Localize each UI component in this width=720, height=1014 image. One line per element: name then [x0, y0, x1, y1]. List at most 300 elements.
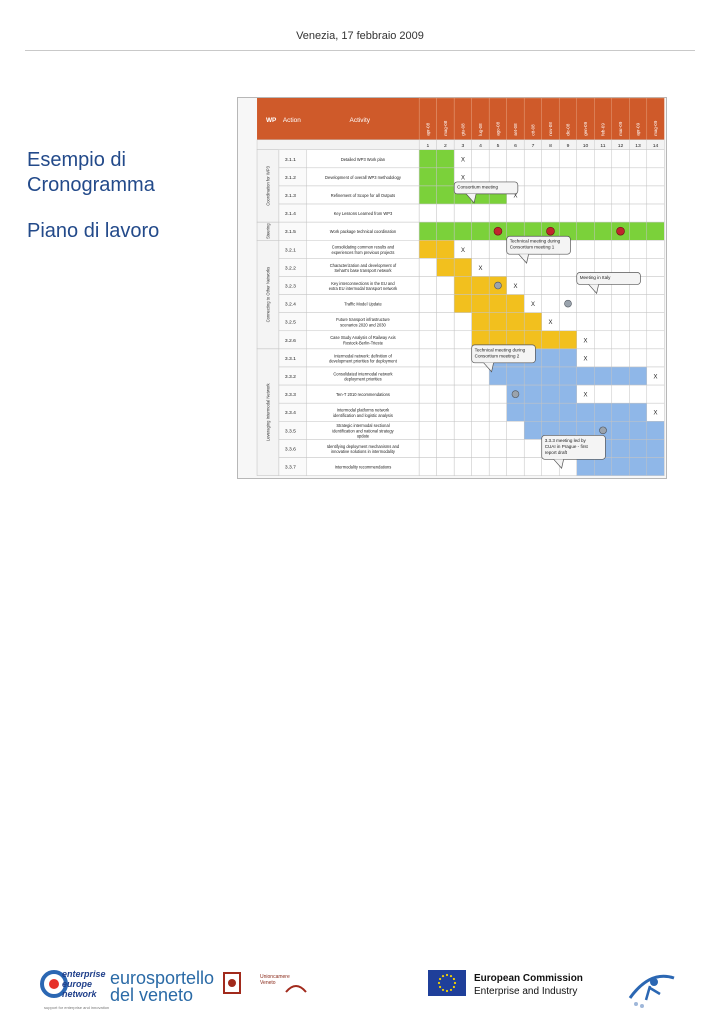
gantt-bar-cell	[419, 150, 437, 168]
activity-text: Consolidated intermodal network	[333, 371, 393, 377]
gantt-empty-cell	[612, 150, 630, 168]
gantt-empty-cell	[524, 186, 542, 204]
gantt-empty-cell	[647, 276, 665, 294]
gantt-empty-cell	[629, 313, 647, 331]
gantt-empty-cell	[524, 168, 542, 186]
gantt-empty-cell	[419, 276, 437, 294]
activity-text: Intermodal network: definition of	[334, 353, 392, 359]
ee-line3: network	[62, 989, 97, 999]
gantt-empty-cell	[629, 204, 647, 222]
milestone-icon	[547, 227, 555, 235]
gantt-empty-cell	[612, 313, 630, 331]
gantt-bar-cell	[577, 367, 595, 385]
action-code: 3.1.4	[284, 212, 296, 218]
milestone-icon	[494, 227, 502, 235]
gantt-empty-cell	[507, 258, 525, 276]
gantt-bar-cell	[454, 295, 472, 313]
gantt-bar-cell	[647, 421, 665, 439]
action-code: 3.1.3	[284, 193, 296, 199]
gantt-empty-cell	[489, 240, 507, 258]
gantt-empty-cell	[524, 204, 542, 222]
gantt-bar-cell	[454, 258, 472, 276]
month-number: 6	[514, 144, 517, 150]
deliverable-x-mark: X	[460, 175, 465, 182]
gantt-bar-cell	[489, 313, 507, 331]
gantt-empty-cell	[612, 331, 630, 349]
gantt-empty-cell	[489, 204, 507, 222]
gantt-empty-cell	[577, 186, 595, 204]
ev-line1: eurosportello	[110, 968, 215, 988]
gantt-bar-cell	[629, 367, 647, 385]
callout-text: Consortium meeting 1	[509, 244, 555, 250]
gantt-empty-cell	[524, 458, 542, 476]
deliverable-x-mark: X	[530, 302, 535, 309]
action-code: 3.3.7	[284, 465, 296, 471]
ev-line2: del veneto	[110, 985, 194, 1005]
month-number: 2	[444, 144, 447, 150]
activity-text: Traffic Model Update	[344, 301, 382, 307]
action-code: 3.2.3	[284, 284, 296, 290]
gantt-empty-cell	[472, 439, 490, 457]
gantt-empty-cell	[507, 439, 525, 457]
european-commission-label	[474, 972, 583, 998]
month-number: 5	[496, 144, 500, 150]
month-number: 1	[426, 144, 430, 150]
month-label: set-08	[513, 123, 519, 136]
action-code: 3.3.2	[284, 375, 296, 381]
gantt-bar-cell	[629, 421, 647, 439]
gantt-bar-cell	[647, 458, 665, 476]
gantt-bar-cell	[472, 313, 490, 331]
action-code: 3.1.2	[284, 175, 296, 181]
gantt-bar-cell	[542, 403, 560, 421]
deliverable-x-mark: X	[653, 374, 658, 381]
gantt-bar-cell	[629, 222, 647, 240]
gantt-empty-cell	[594, 313, 612, 331]
gantt-empty-cell	[454, 403, 472, 421]
gantt-empty-cell	[647, 204, 665, 222]
eu-star-icon	[450, 975, 452, 977]
month-number: 4	[479, 144, 482, 150]
gantt-empty-cell	[629, 186, 647, 204]
gantt-empty-cell	[542, 168, 560, 186]
gantt-empty-cell	[437, 403, 455, 421]
gantt-empty-cell	[419, 313, 437, 331]
month-label: ago-08	[495, 121, 501, 136]
gantt-empty-cell	[542, 204, 560, 222]
month-number: 10	[582, 144, 589, 150]
gantt-empty-cell	[437, 385, 455, 403]
gantt-empty-cell	[437, 439, 455, 457]
activity-text: Key Lessons Learned from WP3	[333, 211, 393, 217]
activity-text: Intermodal platforms network	[336, 407, 390, 413]
cip-runner-logo	[620, 968, 680, 1012]
gantt-empty-cell	[647, 331, 665, 349]
gantt-empty-cell	[612, 385, 630, 403]
group-label: Connecting to Other Networks	[265, 266, 271, 323]
gantt-empty-cell	[629, 385, 647, 403]
gantt-bar-cell	[472, 295, 490, 313]
action-code: 3.2.1	[284, 248, 296, 254]
ee-wordmark	[62, 969, 106, 999]
gantt-empty-cell	[472, 403, 490, 421]
gantt-bar-cell	[577, 222, 595, 240]
gantt-empty-cell	[437, 313, 455, 331]
callout-text: Consortium meeting 2	[474, 353, 520, 359]
gantt-empty-cell	[454, 349, 472, 367]
gantt-bar-cell	[524, 421, 542, 439]
slide-subtitle: Piano di lavoro	[27, 220, 160, 242]
ee-line2: europe	[62, 979, 93, 989]
callout-text: Meeting in Italy	[579, 274, 611, 280]
eu-star-icon	[442, 975, 444, 977]
unioncamere-text: Unioncamere	[260, 974, 290, 980]
activity-text: Development of overall WP3 methodology	[325, 174, 401, 180]
deliverable-x-mark: X	[583, 392, 588, 399]
gantt-bar-cell	[437, 186, 455, 204]
month-label: feb-09	[600, 123, 606, 136]
gantt-empty-cell	[454, 313, 472, 331]
gantt-bar-cell	[559, 385, 577, 403]
gantt-empty-cell	[454, 367, 472, 385]
gantt-empty-cell	[577, 204, 595, 222]
gantt-bar-cell	[454, 276, 472, 294]
month-label: ott-08	[530, 124, 536, 136]
eu-flag-icon	[428, 970, 466, 996]
month-number: 9	[566, 144, 570, 150]
gantt-empty-cell	[489, 439, 507, 457]
gantt-empty-cell	[559, 204, 577, 222]
runner-icon	[650, 978, 658, 986]
eu-star-icon	[453, 978, 455, 980]
number-row-bg	[257, 140, 419, 150]
gantt-empty-cell	[472, 150, 490, 168]
gantt-empty-cell	[489, 403, 507, 421]
eu-star-icon	[439, 978, 441, 980]
eu-star-icon	[438, 982, 440, 984]
gantt-empty-cell	[419, 458, 437, 476]
gantt-empty-cell	[577, 295, 595, 313]
activity-text: Characterization and development of	[329, 262, 397, 268]
callout-text: Technical meeting during	[474, 347, 526, 353]
month-number: 7	[531, 144, 535, 150]
gantt-empty-cell	[577, 150, 595, 168]
gantt-empty-cell	[577, 313, 595, 331]
gantt-empty-cell	[489, 258, 507, 276]
gondola-icon	[286, 986, 306, 992]
gantt-empty-cell	[454, 458, 472, 476]
gantt-empty-cell	[559, 186, 577, 204]
gantt-bar-cell	[489, 295, 507, 313]
gantt-empty-cell	[629, 349, 647, 367]
gantt-empty-cell	[577, 240, 595, 258]
action-code: 3.3.5	[284, 429, 296, 435]
gantt-bar-cell	[419, 186, 437, 204]
gantt-bar-cell	[647, 222, 665, 240]
gantt-bar-cell	[419, 240, 437, 258]
gantt-empty-cell	[524, 276, 542, 294]
callout-text: 3.3.3 meeting led by	[544, 437, 586, 443]
gantt-empty-cell	[629, 150, 647, 168]
gantt-empty-cell	[612, 168, 630, 186]
gantt-bar-cell	[612, 458, 630, 476]
gantt-empty-cell	[472, 421, 490, 439]
slide-title: Esempio di Cronogramma	[27, 149, 155, 196]
gantt-empty-cell	[437, 331, 455, 349]
action-code: 3.1.5	[284, 230, 296, 236]
ec-line1: European Commission	[474, 973, 583, 984]
gantt-empty-cell	[577, 168, 595, 186]
gantt-bar-cell	[594, 403, 612, 421]
gantt-bar-cell	[612, 421, 630, 439]
action-code: 3.2.2	[284, 266, 296, 272]
gantt-bar-cell	[437, 258, 455, 276]
month-number: 3	[461, 144, 465, 150]
gantt-empty-cell	[524, 439, 542, 457]
unioncamere-label	[260, 974, 290, 986]
gantt-bar-cell	[437, 168, 455, 186]
gantt-bar-cell	[612, 367, 630, 385]
gantt-empty-cell	[647, 258, 665, 276]
gantt-bar-cell	[559, 349, 577, 367]
activity-text: development priorities for deployment	[329, 358, 397, 364]
month-number: 13	[635, 144, 641, 150]
gantt-empty-cell	[472, 458, 490, 476]
month-label: mag-08	[443, 120, 449, 136]
activity-text: Future transport infrastructure	[336, 317, 390, 323]
gantt-empty-cell	[647, 295, 665, 313]
gantt-empty-cell	[419, 367, 437, 385]
gantt-bar-cell	[629, 439, 647, 457]
activity-text: innovative solutions in intermodality	[331, 449, 395, 455]
activity-text: deployment priorities	[344, 376, 382, 382]
ee-dot-icon	[49, 979, 59, 989]
gantt-bar-cell	[507, 367, 525, 385]
month-label: mag-09	[653, 120, 659, 136]
gantt-empty-cell	[489, 150, 507, 168]
gantt-empty-cell	[437, 204, 455, 222]
activity-text: Strategic intermodal sectional	[336, 423, 390, 429]
month-label: giu-08	[460, 123, 466, 136]
month-number: 8	[549, 144, 552, 150]
gantt-empty-cell	[612, 240, 630, 258]
gantt-empty-cell	[437, 295, 455, 313]
deliverable-x-mark: X	[478, 265, 483, 272]
gantt-bar-cell	[507, 295, 525, 313]
gantt-bar-cell	[612, 403, 630, 421]
gantt-empty-cell	[472, 240, 490, 258]
deliverable-x-mark: X	[583, 338, 588, 345]
gantt-bar-cell	[419, 168, 437, 186]
eu-star-icon	[446, 974, 448, 976]
activity-text: identification and national strategy	[332, 428, 394, 434]
month-label: gen-09	[583, 121, 589, 136]
gantt-empty-cell	[647, 349, 665, 367]
gantt-empty-cell	[472, 367, 490, 385]
gantt-empty-cell	[419, 204, 437, 222]
activity-text: Identifying deployment mechanisms and	[326, 443, 400, 449]
activity-text: update	[356, 433, 370, 439]
gantt-empty-cell	[559, 313, 577, 331]
gantt-empty-cell	[594, 150, 612, 168]
group-label: Coordination for WP3	[265, 166, 271, 206]
gantt-bar-cell	[612, 439, 630, 457]
gantt-empty-cell	[629, 295, 647, 313]
gantt-bar-cell	[559, 331, 577, 349]
activity-text: Consolidating common results and	[331, 244, 395, 250]
month-number: 12	[617, 144, 624, 150]
ec-line2: Enterprise and Industry	[474, 986, 578, 997]
header-activity: Activity	[349, 116, 370, 124]
header-date: Venezia, 17 febbraio 2009	[296, 30, 424, 42]
gantt-empty-cell	[437, 367, 455, 385]
gantt-empty-cell	[437, 421, 455, 439]
meeting-marker-icon	[600, 427, 607, 434]
ee-line1: enterprise	[62, 969, 106, 979]
header-divider	[25, 50, 695, 51]
gantt-empty-cell	[647, 150, 665, 168]
gantt-bar-cell	[524, 367, 542, 385]
action-code: 3.2.5	[284, 320, 296, 326]
header-wp: WP	[265, 116, 277, 124]
gantt-empty-cell	[594, 349, 612, 367]
eu-star-icon	[442, 989, 444, 991]
eu-star-icon	[453, 986, 455, 988]
activity-text: Detailed WP3 Work plan	[340, 156, 386, 162]
deliverable-x-mark: X	[460, 157, 465, 164]
gantt-empty-cell	[559, 258, 577, 276]
gantt-empty-cell	[419, 258, 437, 276]
ee-tagline: support for enterprise and innovation	[44, 1005, 110, 1010]
gantt-bar-cell	[472, 276, 490, 294]
activity-text: Case Study Analysis of Railway Axis	[330, 335, 396, 341]
gantt-empty-cell	[542, 295, 560, 313]
gantt-bar-cell	[507, 403, 525, 421]
activity-text: identification and logistic analysis	[333, 412, 393, 418]
gantt-bar-cell	[454, 222, 472, 240]
eu-star-icon	[439, 986, 441, 988]
month-number: 14	[652, 144, 659, 150]
gantt-empty-cell	[454, 385, 472, 403]
gantt-empty-cell	[542, 150, 560, 168]
gantt-empty-cell	[437, 276, 455, 294]
deliverable-x-mark: X	[460, 247, 465, 254]
gantt-empty-cell	[454, 421, 472, 439]
milestone-icon	[617, 227, 625, 235]
activity-text: Ten-T 2010 recommendations	[336, 392, 390, 398]
gantt-empty-cell	[647, 168, 665, 186]
gantt-empty-cell	[489, 458, 507, 476]
gantt-empty-cell	[472, 385, 490, 403]
activity-text: Intermodality recommendations	[334, 464, 392, 470]
action-code: 3.2.4	[284, 302, 296, 308]
gantt-bar-cell	[524, 385, 542, 403]
gantt-empty-cell	[542, 276, 560, 294]
gantt-empty-cell	[629, 240, 647, 258]
deliverable-x-mark: X	[653, 410, 658, 417]
action-code: 3.3.6	[284, 447, 296, 453]
gantt-empty-cell	[559, 276, 577, 294]
gantt-empty-cell	[647, 186, 665, 204]
gantt-empty-cell	[559, 168, 577, 186]
gantt-bar-cell	[437, 150, 455, 168]
gantt-empty-cell	[594, 240, 612, 258]
gantt-empty-cell	[454, 439, 472, 457]
gantt-bar-cell	[542, 349, 560, 367]
month-label: mar-09	[618, 121, 624, 136]
gantt-empty-cell	[594, 204, 612, 222]
deliverable-x-mark: X	[548, 320, 553, 327]
gantt-empty-cell	[419, 403, 437, 421]
activity-text: Rostock-Berlin-Trieste	[342, 340, 383, 346]
gantt-bar-cell	[437, 240, 455, 258]
gantt-empty-cell	[594, 295, 612, 313]
gantt-empty-cell	[507, 150, 525, 168]
gantt-empty-cell	[629, 331, 647, 349]
gantt-empty-cell	[594, 168, 612, 186]
activity-text: Sehart's base transport network	[334, 267, 392, 273]
gantt-empty-cell	[629, 168, 647, 186]
meeting-marker-icon	[565, 300, 572, 307]
gantt-empty-cell	[507, 204, 525, 222]
gantt-empty-cell	[489, 385, 507, 403]
deliverable-x-mark: X	[513, 284, 518, 290]
gantt-empty-cell	[542, 258, 560, 276]
activity-text: Work package technical coordination	[329, 229, 397, 235]
gantt-empty-cell	[542, 186, 560, 204]
activity-text: experiences from previous projects	[331, 249, 395, 255]
callout-text: report draft	[544, 449, 568, 455]
eu-star-icon	[446, 990, 448, 992]
gantt-empty-cell	[647, 313, 665, 331]
gantt-bar-cell	[577, 403, 595, 421]
gantt-bar-cell	[594, 367, 612, 385]
gantt-empty-cell	[437, 349, 455, 367]
footer	[0, 480, 720, 1010]
gantt-bar-cell	[542, 331, 560, 349]
gantt-empty-cell	[612, 349, 630, 367]
gantt-bar-cell	[594, 222, 612, 240]
month-label: nov-08	[548, 122, 554, 136]
gantt-bar-cell	[577, 458, 595, 476]
gantt-empty-cell	[507, 458, 525, 476]
group-label: Leveraging Intermodal Network	[265, 383, 271, 442]
group-label: Steering	[265, 223, 271, 239]
month-label: apr-08	[425, 122, 431, 136]
gantt-empty-cell	[507, 421, 525, 439]
eu-star-icon	[450, 989, 452, 991]
gantt-empty-cell	[489, 421, 507, 439]
gantt-empty-cell	[419, 385, 437, 403]
header-action: Action	[282, 116, 301, 124]
gantt-empty-cell	[419, 421, 437, 439]
gantt-bar-cell	[507, 313, 525, 331]
action-code: 3.3.1	[284, 356, 296, 362]
gantt-empty-cell	[472, 204, 490, 222]
gantt-empty-cell	[612, 204, 630, 222]
gantt-empty-cell	[454, 204, 472, 222]
gantt-empty-cell	[594, 186, 612, 204]
gantt-empty-cell	[437, 458, 455, 476]
action-code: 3.3.3	[284, 393, 296, 399]
gantt-bar-cell	[542, 385, 560, 403]
gantt-empty-cell	[594, 385, 612, 403]
gantt-empty-cell	[419, 331, 437, 349]
activity-text: Key interconnections in the EU and	[331, 280, 395, 286]
gantt-bar-cell	[542, 367, 560, 385]
eurosportello-wordmark	[110, 970, 214, 1004]
gantt-bar-cell	[419, 222, 437, 240]
